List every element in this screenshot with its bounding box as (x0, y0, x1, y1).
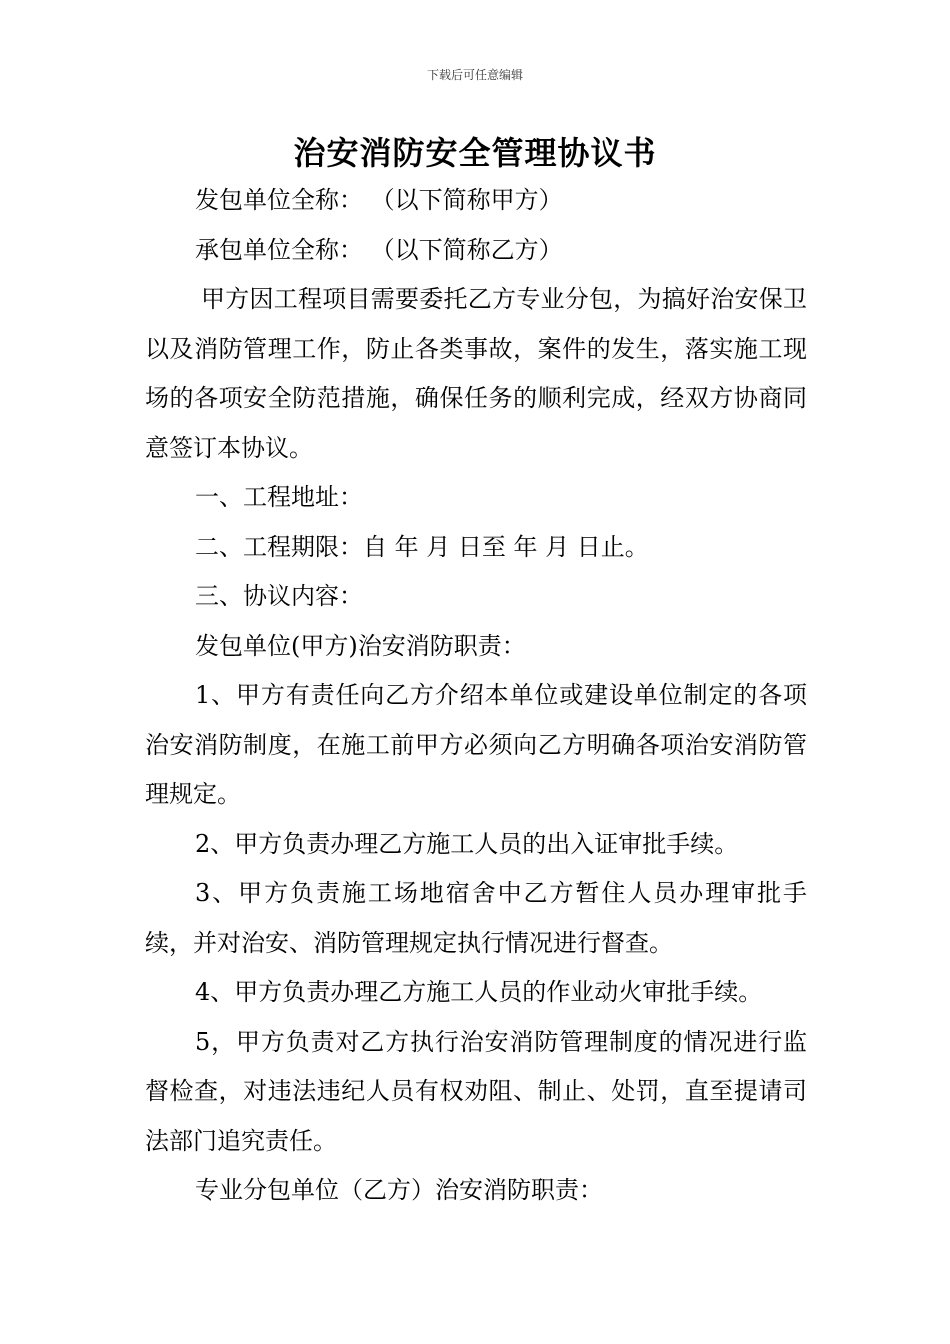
paragraph-intro: 甲方因工程项目需要委托乙方专业分包，为搞好治安保卫以及消防管理工作，防止各类事故，案件的发生，落实施工现场的各项安全防范措施，确保任务的顺利完成，经双方协商同意签订本协议。 (145, 285, 807, 462)
paragraph-duty-4: 4、甲方负责办理乙方施工人员的作业动火审批手续。 (195, 978, 763, 1006)
document-body (145, 176, 807, 1216)
paragraph-contractor-party-a: 发包单位全称： （以下简称甲方） (195, 186, 563, 214)
paragraph-project-address: 一、工程地址： (195, 483, 363, 511)
paragraph-duty-5: 5，甲方负责对乙方执行治安消防管理制度的情况进行监督检查，对违法违纪人员有权劝阻、制止、处罚，直至提请司法部门追究责任。 (145, 1027, 807, 1155)
paragraph-duty-1: 1、甲方有责任向乙方介绍本单位或建设单位制定的各项治安消防制度，在施工前甲方必须向乙方明确各项治安消防管理规定。 (145, 681, 807, 808)
paragraph-party-b-duties-heading: 专业分包单位（乙方）治安消防职责： (195, 1176, 603, 1204)
paragraph-agreement-content: 三、协议内容： (195, 582, 363, 610)
paragraph-contractor-party-b: 承包单位全称： （以下简称乙方） (195, 235, 563, 264)
header-note: 下载后可任意编辑 (426, 68, 523, 82)
paragraph-duty-3: 3、甲方负责施工场地宿舍中乙方暂住人员办理审批手续，并对治安、消防管理规定执行情况进行督查。 (145, 879, 807, 957)
paragraph-duty-2: 2、甲方负责办理乙方施工人员的出入证审批手续。 (195, 829, 739, 858)
paragraph-party-a-duties-heading: 发包单位(甲方)治安消防职责： (195, 631, 526, 660)
paragraph-project-period: 二、工程期限：自 年 月 日至 年 月 日止。 (195, 532, 649, 561)
document-title: 治安消防安全管理协议书 (293, 134, 657, 172)
